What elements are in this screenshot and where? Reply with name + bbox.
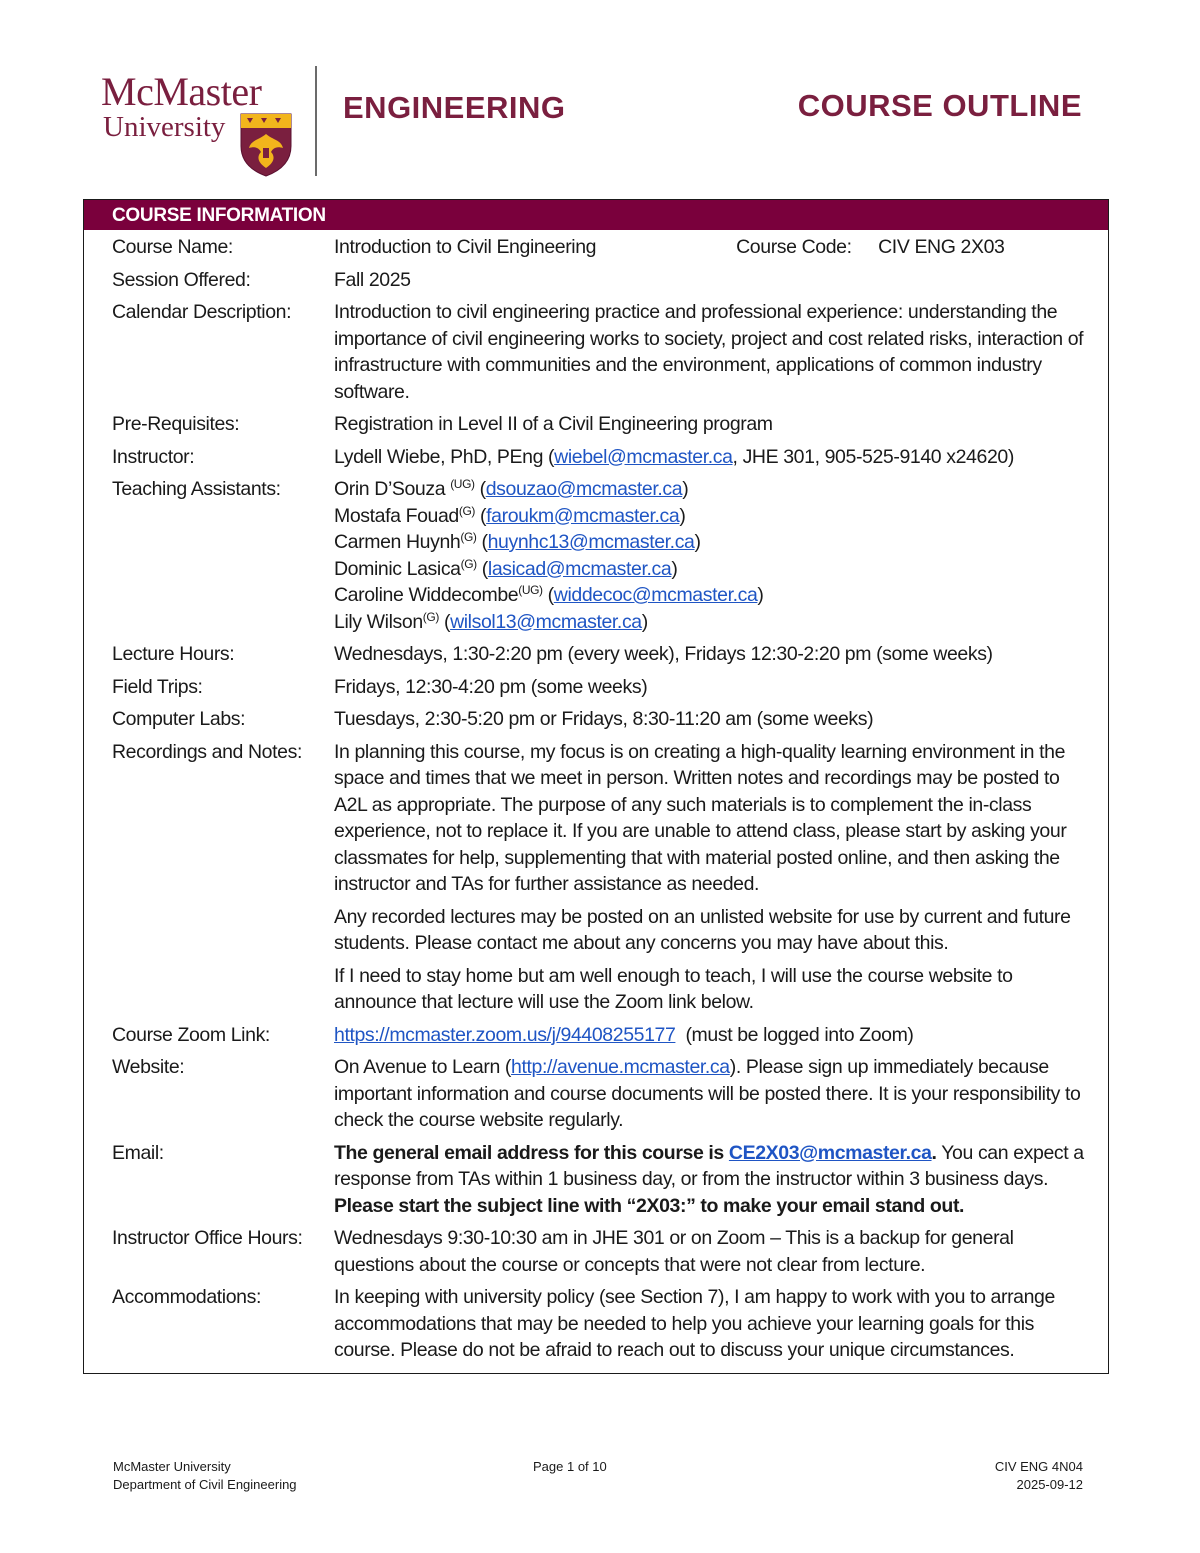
paragraph: Any recorded lectures may be posted on an unlisted website for use by current and future students. Please contact me about any concerns you may have about this.: [334, 905, 1071, 954]
office-hours-row: [112, 1225, 1088, 1278]
ta-email-link[interactable]: huynhc13@mcmaster.ca: [487, 531, 695, 553]
faculty-title: ENGINEERING: [343, 90, 566, 125]
row-value: Fridays, 12:30-4:20 pm (some weeks): [334, 675, 648, 698]
ta-email-link[interactable]: wilsol13@mcmaster.ca: [450, 610, 642, 633]
website-post: ). Please sign up immediately because important information and course documents will be posted there. It is your responsibility to check the course website regularly.: [334, 1056, 1081, 1131]
ta-name: Mostafa Fouad: [334, 504, 459, 527]
ta-tag: (UG): [450, 477, 475, 491]
ta-email-link[interactable]: lasicad@mcmaster.ca: [487, 557, 672, 580]
prereq-row: [112, 411, 1088, 438]
row-value: Fall 2025: [334, 268, 411, 291]
calendar-row: [112, 299, 1088, 405]
ta-tag: (G): [460, 530, 477, 544]
page-header: [0, 0, 1200, 190]
zoom-row: [112, 1022, 1088, 1049]
ta-name: Dominic Lasica: [334, 557, 461, 580]
list-item: Dominic Lasica$^{(G)}$ (lasicad@mcmaster.ca): [334, 556, 678, 580]
row-label: Lecture Hours:: [112, 643, 235, 665]
header-divider: [315, 66, 317, 176]
logo-wordmark: McMaster: [101, 69, 262, 114]
row-value: [334, 444, 1088, 471]
recordings-row: [112, 739, 1088, 1016]
website-link[interactable]: http://avenue.mcmaster.ca: [511, 1056, 730, 1078]
row-label: Pre-Requisites:: [112, 413, 240, 435]
ta-tag: (G): [460, 556, 477, 571]
ta-name: Orin D’Souza: [334, 478, 446, 500]
row-value: Wednesdays, 1:30-2:20 pm (every week), Fridays 12:30-2:20 pm (some weeks): [334, 643, 993, 665]
list-item: Caroline Widdecombe$^{(UG)}$ (widdecoc@mcmaster.ca): [334, 583, 764, 606]
row-label: Session Offered:: [112, 268, 251, 291]
ta-email-link[interactable]: dsouzao@mcmaster.ca: [485, 478, 683, 500]
email-intro: The general email address for this course is: [334, 1141, 729, 1164]
ta-row: [112, 476, 1088, 635]
row-value: Tuesdays, 2:30-5:20 pm or Fridays, 8:30-11:20 am (some weeks): [334, 708, 874, 730]
ta-email-link[interactable]: widdecoc@mcmaster.ca: [553, 584, 758, 606]
paragraph: In planning this course, my focus is on creating a high-quality learning environment in the space and times that we meet in person. Written notes and recordings may be posted to A2L as appropriate. The purpose of any such materials is to complement the in-class experience, not to replace it. If you are unable to attend class, please start by asking your classmates for help, supplementing that with material posted online, and then asking the instructor and TAs for further assistance as needed.: [334, 740, 1067, 895]
logo-university: University: [103, 111, 226, 143]
zoom-link[interactable]: https://mcmaster.zoom.us/j/94408255177: [334, 1023, 676, 1046]
zoom-note: (must be logged into Zoom): [685, 1023, 914, 1046]
row-label: Teaching Assistants:: [112, 478, 281, 500]
ta-tag: (UG): [518, 583, 543, 597]
list-item: Orin D’Souza $^{(UG)}$ (dsouzao@mcmaster.ca): [334, 477, 689, 500]
ta-tag: (G): [422, 609, 439, 624]
row-label: Calendar Description:: [112, 301, 292, 323]
footer-course-code: CIV ENG 4N04: [994, 1459, 1083, 1474]
email-subject-note: Please start the subject line with “2X03:” to make your email stand out.: [334, 1194, 965, 1217]
footer-right: [995, 1458, 1083, 1494]
footer-left: [113, 1458, 297, 1494]
website-row: [112, 1054, 1088, 1134]
section-header: COURSE INFORMATION: [84, 200, 1108, 230]
ta-list: [334, 476, 1088, 635]
row-label: Email:: [112, 1141, 164, 1164]
instructor-name: Lydell Wiebe, PhD, PEng (: [334, 445, 555, 468]
ta-name: Lily Wilson: [334, 610, 423, 633]
mcmaster-logo: [101, 69, 301, 182]
course-name-row: [112, 234, 1088, 261]
row-value: Introduction to civil engineering practice and professional experience: understanding the importance of civil engineering works to society, project and cost related risks, interaction of infrastructure with communities and the environment, applications of common industry software.: [334, 301, 1084, 403]
row-value: [334, 1054, 1088, 1134]
website-pre: On Avenue to Learn (: [334, 1056, 512, 1078]
ta-tag: (G): [458, 503, 476, 518]
ta-email-link[interactable]: faroukm@mcmaster.ca: [486, 504, 680, 527]
row-value: Wednesdays 9:30-10:30 am in JHE 301 or on Zoom – This is a backup for general questions about the course or concepts that were not clear from lecture.: [334, 1227, 1014, 1276]
row-value: [334, 1140, 1088, 1220]
accommodations-row: [112, 1284, 1088, 1364]
row-label: Course Name:: [112, 236, 233, 258]
session-row: [112, 267, 1088, 294]
course-code-label: Course Code:: [736, 236, 852, 258]
page-number: Page 1 of 10: [533, 1459, 607, 1474]
list-item: Mostafa Fouad$^{(G)}$ (faroukm@mcmaster.ca): [334, 503, 686, 527]
row-label: Accommodations:: [112, 1286, 261, 1308]
instructor-email-link[interactable]: wiebel@mcmaster.ca: [554, 445, 733, 468]
row-value: [334, 739, 1088, 1016]
field-trips-row: [112, 674, 1088, 701]
document-title: COURSE OUTLINE: [797, 88, 1082, 123]
lecture-row: [112, 641, 1088, 668]
row-value: Registration in Level II of a Civil Engineering program: [334, 413, 773, 435]
row-label: Computer Labs:: [112, 708, 246, 730]
row-value: [334, 234, 1088, 261]
footer-department: Department of Civil Engineering: [113, 1477, 297, 1492]
row-label: Field Trips:: [112, 675, 203, 698]
row-label: Course Zoom Link:: [112, 1023, 270, 1046]
ta-name: Caroline Widdecombe: [334, 584, 519, 606]
footer-date: 2025-09-12: [1016, 1477, 1083, 1492]
course-email-link[interactable]: CE2X03@mcmaster.ca: [728, 1141, 932, 1164]
course-name: Introduction to Civil Engineering: [334, 236, 597, 258]
list-item: Lily Wilson$^{(G)}$ (wilsol13@mcmaster.ca): [334, 609, 648, 633]
row-value: [334, 1022, 1088, 1049]
row-value: In keeping with university policy (see Section 7), I am happy to work with you to arrange accommodations that may be needed to help you achieve your learning goals for this course. Please do not be afraid to reach out to discuss your unique circumstances.: [334, 1286, 1055, 1361]
paragraph: If I need to stay home but am well enough to teach, I will use the course website to announce that lecture will use the Zoom link below.: [334, 964, 1013, 1013]
instructor-details: , JHE 301, 905-525-9140 x24620): [732, 445, 1014, 468]
email-response: You can expect a response from TAs within 1 business day, or from the instructor within 3 business days.: [334, 1141, 1084, 1190]
instructor-row: [112, 444, 1088, 471]
list-item: Carmen Huynh$^{(G)}$ (huynhc13@mcmaster.ca): [334, 530, 701, 553]
row-label: Instructor Office Hours:: [112, 1227, 303, 1249]
crest-icon: [239, 112, 293, 178]
row-label: Website:: [112, 1056, 185, 1078]
row-label: Instructor:: [112, 445, 195, 468]
course-code: CIV ENG 2X03: [878, 236, 1005, 258]
labs-row: [112, 706, 1088, 733]
email-row: [112, 1140, 1088, 1220]
ta-name: Carmen Huynh: [334, 531, 461, 553]
email-period: .: [931, 1141, 937, 1164]
row-label: Recordings and Notes:: [112, 740, 302, 763]
course-information-table: [83, 199, 1109, 1374]
footer-university: McMaster University: [113, 1459, 231, 1474]
